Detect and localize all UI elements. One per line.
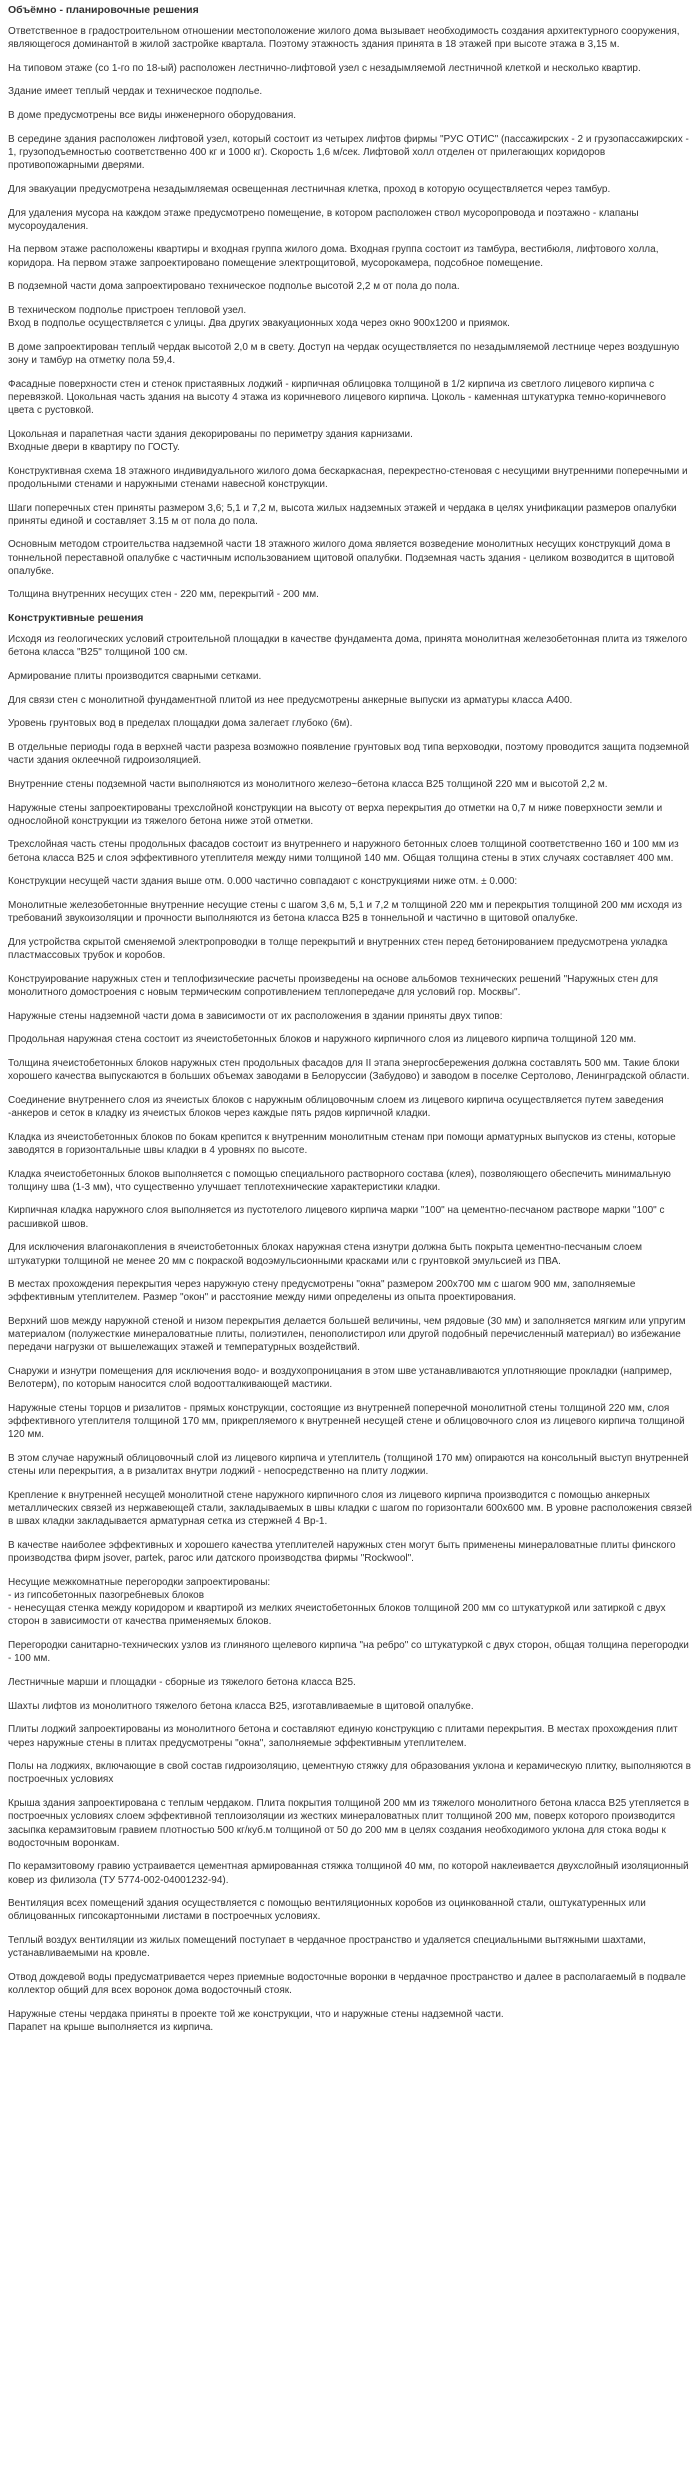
paragraph: Для эвакуации предусмотрена незадымляемая освещенная лестничная клетка, проход в которую осуществляется через тамбур. [8,183,611,195]
paragraph: Для исключения влагонакопления в ячеистобетонных блоках наружная стена изнутри должна быть покрыта цементно-песчаным слоем штукатурки толщиной не менее 20 мм с покраской водоэмульсионными красками или с грунтовкой эмульсией из ПВА. [8,1242,643,1267]
paragraph: Конструктивная схема 18 этажного индивидуального жилого дома бескаркасная, перекрестно-стеновая с несущими внутренними поперечными и продольными стенами и наружными стенами навесной конструкции. [8,465,688,490]
paragraph: Кирпичная кладка наружного слоя выполняется из пустотелого лицевого кирпича марки "100" на цементно-песчаном растворе марки "100" с расшивкой швов. [8,1205,665,1230]
section-body-structural [8,633,694,2034]
paragraph: Несущие межкомнатные перегородки запроектированы: - из гипсобетонных пазогребневых блоков - ненесущая стенка между коридором и квартирой из мелких ячеистобетонных блоков толщиной 200 мм со штукатуркой или затиркой с двух сторон в зависимости от качества применяемых блоков. [8,1576,666,1628]
paragraph: Цокольная и парапетная части здания декорированы по периметру здания карнизами. Входные двери в квартиру по ГОСТу. [8,428,413,453]
paragraph: В качестве наиболее эффективных и хорошего качества утеплителей наружных стен могут быть применены минераловатные плиты финского производства фирм jsover, partek, paroc или датского производства фирмы "Rockwool". [8,1540,676,1565]
paragraph: Основным методом строительства надземной части 18 этажного жилого дома является возведение монолитных несущих конструкций дома в тоннельной переставной опалубке с частичным использованием щитовой опалубки. Подземная часть здания - целиком возводится в щитовой опалубке. [8,539,675,577]
paragraph: Крепление к внутренней несущей монолитной стене наружного кирпичного слоя из лицевого кирпича производится с помощью анкерных металлических связей из нержавеющей стали, закладываемых в швы кладки с шагом по горизонтали 600х600 мм. В уровне расположения связей в швах кладки закладывается арматурная сетка из стержней 4 Вр-1. [8,1489,692,1528]
section-planning [8,4,694,602]
paragraph: Конструкции несущей части здания выше отм. 0.000 частично совпадают с конструкциями ниже отм. ± 0.000: [8,876,518,888]
paragraph: В доме предусмотрены все виды инженерного оборудования. [8,110,297,122]
paragraph: В этом случае наружный облицовочный слой из лицевого кирпича и утеплитель (толщиной 170 мм) опираются на консольный выступ внутренней стены или перекрытия, а в ризалитах внутри лоджий - непосредственно на плиту лоджии. [8,1453,689,1478]
paragraph: Исходя из геологических условий строительной площадки в качестве фундамента дома, принята монолитная железобетонная плита из тяжелого бетона класса "В25" толщиной 100 см. [8,634,688,659]
paragraph: В подземной части дома запроектировано техническое подполье высотой 2,2 м от пола до пола. [8,281,460,293]
section-title-planning: Объёмно - планировочные решения [8,4,199,16]
paragraph: Верхний шов между наружной стеной и низом перекрытия делается большей величины, чем рядовые (30 мм) и заполняется мягким или упругим материалом (полужесткие минераловатные плиты, полиэтилен, пенополистирол или другой подобный перечисленный материал) во избежание передачи нагрузки от вышележащих этажей и температурных воздействий. [8,1316,686,1354]
paragraph: В середине здания расположен лифтовой узел, который состоит из четырех лифтов фирмы "РУС ОТИС" (пассажирских - 2 и грузопассажирских - 1, грузоподъемностью соответственно 400 кг и 1000 кг). Скорость 1,6 м/сек. Лифтовой холл отделен от прилегающих коридоров противопожарными дверями. [8,133,689,172]
paragraph: Для связи стен с монолитной фундаментной плитой из нее предусмотрены анкерные выпуски из арматуры класса А400. [8,694,573,706]
paragraph: Кладка ячеистобетонных блоков выполняется с помощью специального растворного состава (клея), позволяющего обеспечить минимальную толщину шва (1-3 мм), что существенно улучшает теплотехнические характеристики кладки. [8,1168,671,1193]
section-title-structural: Конструктивные решения [8,612,144,625]
paragraph: В доме запроектирован теплый чердак высотой 2,0 м в свету. Доступ на чердак осуществляется по незадымляемой лестнице через воздушную зону и тамбур на отметку пола 59,4. [8,341,680,367]
paragraph: Отвод дождевой воды предусматривается через приемные водосточные воронки в чердачное пространство и далее в располагаемый в подвале коллектор общий для всех воронок дома водосточный стояк. [8,1972,686,1997]
paragraph: Трехслойная часть стены продольных фасадов состоит из внутреннего и наружного бетонных слоев толщиной соответственно 160 и 100 мм из бетона класса В25 и слоя эффективного утеплителя между ними толщиной 140 мм. Общая толщина стены в этих случаях составляет 400 мм. [8,839,679,864]
paragraph: Вентиляция всех помещений здания осуществляется с помощью вентиляционных коробов из оцинкованной стали, оштукатуренных или облицованных гипсокартонными листами в построечных условиях. [8,1898,646,1923]
paragraph: Наружные стены надземной части дома в зависимости от их расположения в здании приняты двух типов: [8,1010,503,1022]
section-structural [8,612,694,2034]
paragraph: Толщина внутренних несущих стен - 220 мм, перекрытий - 200 мм. [8,589,319,601]
paragraph: По керамзитовому гравию устраивается цементная армированная стяжка толщиной 40 мм, по которой наклеивается двухслойный изоляционный ковер из филизола (ТУ 5774-002-04001232-94). [8,1861,689,1886]
paragraph: Наружные стены торцов и ризалитов - прямых конструкции, состоящие из внутренней поперечной монолитной стены толщиной 220 мм, слоя эффективного утеплителя толщиной 170 мм, прикрепляемого к внутренней несущей стене и облицовочного слоя из лицевого кирпича толщиной 120 мм. [8,1403,685,1441]
paragraph: В местах прохождения перекрытия через наружную стену предусмотрены "окна" размером 200х700 мм с шагом 900 мм, заполняемые эффективным утеплителем. Размер "окон" и расстояние между ними определены из опыта проектирования. [8,1279,636,1304]
paragraph: Для устройства скрытой сменяемой электропроводки в толще перекрытий и внутренних стен перед бетонированием предусмотрена укладка пластмассовых трубок и коробов. [8,936,668,962]
paragraph: Снаружи и изнутри помещения для исключения водо- и воздухопроницания в этом шве устанавливаются уплотняющие прокладки (например, Велотерм), по которым наносится слой водоотталкивающей мастики. [8,1366,672,1391]
paragraph: Продольная наружная стена состоит из ячеистобетонных блоков и наружного кирпичного слоя из лицевого кирпича толщиной 120 мм. [8,1034,637,1046]
paragraph: Ответственное в градостроительном отношении местоположение жилого дома вызывает необходимость создания архитектурного сооружения, являющегося доминантой в жилой застройке квартала. Поэтому этажность здания принята в 18 этажей при высоте этажа в 3,15 м. [8,25,680,51]
paragraph: На первом этаже расположены квартиры и входная группа жилого дома. Входная группа состоит из тамбура, вестибюля, лифтового холла, коридора. На первом этаже запроектировано помещение электрощитовой, мусорокамера, подсобное помещение. [8,244,659,269]
paragraph: Конструирование наружных стен и теплофизические расчеты произведены на основе альбомов технических решений "Наружных стен для монолитного домостроения с новым термическим сопротивлением теплопередаче для условий гор. Москвы". [8,973,659,998]
paragraph: Внутренние стены подземной части выполняются из монолитного железо~бетона класса В25 толщиной 220 мм и высотой 2,2 м. [8,778,608,790]
paragraph: Плиты лоджий запроектированы из монолитного бетона и составляют единую конструкцию с плитами перекрытия. В местах прохождения плит через наружные стены в плитах предусмотрены "окна", заполняемые эффективным утеплителем. [8,1724,678,1749]
paragraph: Крыша здания запроектирована с теплым чердаком. Плита покрытия толщиной 200 мм из тяжелого монолитного бетона класса В25 утепляется в построечных условиях слоем эффективной теплоизоляции из жестких минераловатных плит толщиной 200 мм, поверх которого производится засыпка керамзитовым гравием плотностью 500 кг/куб.м толщиной от 50 до 200 мм в целях создания необходимого уклона для стока воды к водосточным воронкам. [8,1798,690,1849]
paragraph: Армирование плиты производится сварными сетками. [8,670,262,682]
paragraph: Толщина ячеистобетонных блоков наружных стен продольных фасадов для II этапа энергосбережения должна составлять 500 мм. Такие блоки хорошего качества выпускаются в больших объемах заводами в Белоруссии (Забудово) и заводом в поселке Сертолово, Ленинградской области. [8,1057,690,1083]
paragraph: Кладка из ячеистобетонных блоков по бокам крепится к внутренним монолитным стенам при помощи арматурных выпусков из стены, которые заводятся в горизонтальные швы кладки в 4 уровнях по высоте. [8,1131,676,1156]
paragraph: Для удаления мусора на каждом этаже предусмотрено помещение, в котором расположен ствол мусоропровода и поэтажно - клапаны мусороудаления. [8,207,639,232]
paragraph: Лестничные марши и площадки - сборные из тяжелого бетона класса В25. [8,1677,356,1689]
paragraph: Перегородки санитарно-технических узлов из глиняного щелевого кирпича "на ребро" со штукатуркой с двух сторон, общая толщина перегородки - 100 мм. [8,1640,689,1665]
section-body-planning [8,25,694,602]
paragraph: Шахты лифтов из монолитного тяжелого бетона класса В25, изготавливаемые в щитовой опалубке. [8,1700,474,1712]
paragraph: На типовом этаже (со 1-го по 18-ый) расположен лестнично-лифтовой узел с незадымляемой лестничной клеткой и несколько квартир. [8,62,641,74]
paragraph: В техническом подполье пристроен тепловой узел. Вход в подполье осуществляется с улицы. Два других эвакуационных хода через окно 900х1200 и приямок. [8,304,510,330]
paragraph: Здание имеет теплый чердак и техническое подполье. [8,86,263,98]
paragraph: Уровень грунтовых вод в пределах площадки дома залегает глубоко (6м). [8,718,353,730]
paragraph: Теплый воздух вентиляции из жилых помещений поступает в чердачное пространство и удаляется специальными вытяжными шахтами, устанавливаемыми на кровле. [8,1935,646,1960]
paragraph: Шаги поперечных стен приняты размером 3,6; 5,1 и 7,2 м, высота жилых надземных этажей и чердака в целях унификации размеров опалубки приняты единой и составляет 3.15 м от пола до пола. [8,502,677,527]
paragraph: Фасадные поверхности стен и стенок пристаявных лоджий - кирпичная облицовка толщиной в 1/2 кирпича из светлого лицевого кирпича с перевязкой. Цокольная часть здания на высоту 4 этажа из коричневого лицевого кирпича. Цоколь - каменная штукатурка темно-коричневого цвета с рустовкой. [8,378,666,417]
paragraph: Соединение внутреннего слоя из ячеистых блоков с наружным облицовочным слоем из лицевого кирпича осуществляется путем заведения -анкеров и сеток в кладку из ячеистых блоков через каждые пять рядов кирпичной кладки. [8,1094,664,1120]
paragraph: Наружные стены чердака приняты в проекте той же конструкции, что и наружные стены надземной части. Парапет на крыше выполняется из кирпича. [8,2008,504,2034]
paragraph: Наружные стены запроектированы трехслойной конструкции на высоту от верха перекрытия до отметки на 0,7 м ниже поверхности земли и однослойной конструкции из тяжелого бетона ниже этой отметки. [8,802,663,827]
paragraph: Полы на лоджиях, включающие в свой состав гидроизоляцию, цементную стяжку для образования уклона и керамическую плитку, выполняются в построечных условиях [8,1761,691,1786]
paragraph: В отдельные периоды года в верхней части разреза возможно появление грунтовых вод типа верховодки, поэтому проводится защита подземной части здания оклеечной гидроизоляцией. [8,741,690,767]
paragraph: Монолитные железобетонные внутренние несущие стены с шагом 3,6 м, 5,1 и 7,2 м толщиной 220 мм и перекрытия толщиной 200 мм исходя из требований звукоизоляции и прочности выполняются из бетона класса В25 в тоннельной и частично в щитовой опалубке. [8,899,683,925]
